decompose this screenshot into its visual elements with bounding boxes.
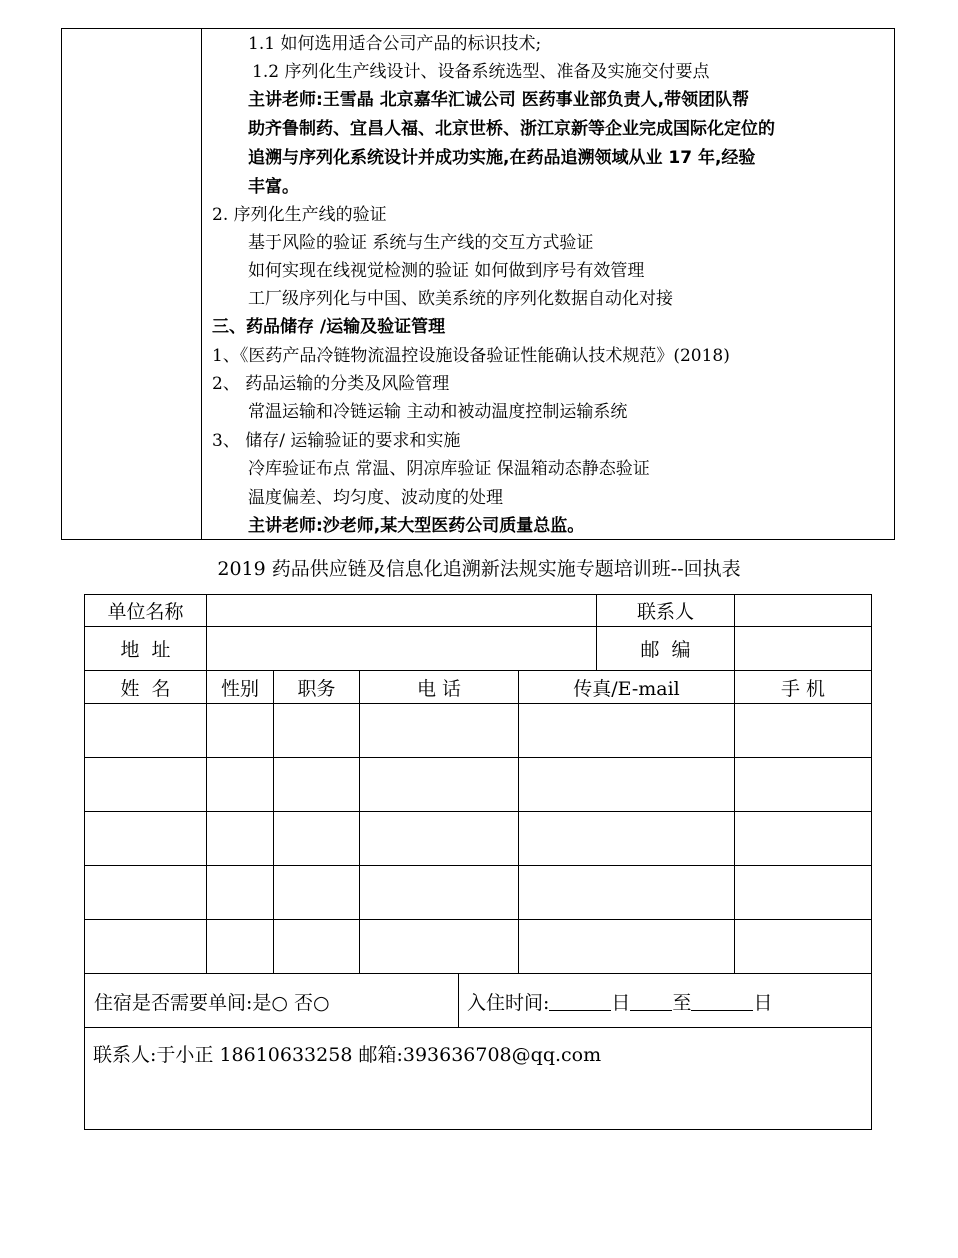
- agenda-line-13: 2、 药品运输的分类及风险管理: [212, 374, 450, 394]
- header-phone: 电 话: [360, 671, 519, 704]
- contact-person-field[interactable]: [735, 595, 872, 627]
- agenda-line-8: 基于风险的验证 系统与生产线的交互方式验证: [248, 233, 594, 253]
- name-cell[interactable]: [85, 866, 207, 920]
- agenda-line-2: 1.2 序列化生产线设计、设备系统选型、准备及实施交付要点: [252, 62, 710, 82]
- phone-cell[interactable]: [360, 812, 519, 866]
- phone-cell[interactable]: [360, 704, 519, 758]
- checkin-day-label: 日: [611, 991, 631, 1014]
- header-position: 职务: [274, 671, 360, 704]
- agenda-line-5: 追溯与序列化系统设计并成功实施,在药品追溯领域从业 17 年,经验: [248, 148, 756, 168]
- registration-form: [84, 594, 872, 1130]
- name-cell[interactable]: [85, 812, 207, 866]
- agenda-table: [61, 28, 895, 540]
- gender-cell[interactable]: [207, 812, 274, 866]
- header-name: 姓 名: [85, 671, 207, 704]
- header-mobile: 手 机: [735, 671, 872, 704]
- position-cell[interactable]: [274, 920, 360, 974]
- table-row: [85, 758, 872, 812]
- fax-email-cell[interactable]: [519, 866, 735, 920]
- agenda-line-7: 2. 序列化生产线的验证: [212, 205, 387, 225]
- position-cell[interactable]: [274, 866, 360, 920]
- mobile-cell[interactable]: [735, 920, 872, 974]
- gender-cell[interactable]: [207, 704, 274, 758]
- address-field[interactable]: [207, 627, 735, 671]
- phone-cell[interactable]: [360, 920, 519, 974]
- agenda-line-12: 1、《医药产品冷链物流温控设施设备验证性能确认技术规范》(2018): [212, 346, 730, 366]
- agenda-line-16: 冷库验证布点 常温、阴凉库验证 保温箱动态静态验证: [248, 459, 650, 479]
- agenda-line-10: 工厂级序列化与中国、欧美系统的序列化数据自动化对接: [248, 289, 673, 309]
- table-row: [85, 704, 872, 758]
- agenda-line-9: 如何实现在线视觉检测的验证 如何做到序号有效管理: [248, 261, 645, 281]
- checkout-day-label: 日: [753, 991, 773, 1014]
- agenda-line-14: 常温运输和冷链运输 主动和被动温度控制运输系统: [248, 402, 628, 422]
- position-cell[interactable]: [274, 812, 360, 866]
- address-label: 地 址: [85, 627, 207, 671]
- fax-email-cell[interactable]: [519, 758, 735, 812]
- table-row: [85, 920, 872, 974]
- unit-name-label: 单位名称: [85, 595, 207, 627]
- agenda-line-6: 丰富。: [248, 177, 299, 197]
- checkin-day-blank[interactable]: [549, 992, 611, 1011]
- agenda-line-15: 3、 储存/ 运输验证的要求和实施: [212, 431, 461, 451]
- lodging-row: [85, 974, 872, 1028]
- checkout-day-blank[interactable]: [691, 992, 753, 1011]
- checkin-to-label: 至: [672, 991, 692, 1014]
- header-gender: 性别: [207, 671, 274, 704]
- fax-email-cell[interactable]: [519, 920, 735, 974]
- unit-name-field[interactable]: [207, 595, 735, 627]
- gender-cell[interactable]: [207, 758, 274, 812]
- fax-email-cell[interactable]: [519, 704, 735, 758]
- name-cell[interactable]: [85, 758, 207, 812]
- footer-contact: [85, 1028, 872, 1130]
- lodging-divider: [458, 973, 459, 1028]
- agenda-line-1: 1.1 如何选用适合公司产品的标识技术;: [248, 34, 542, 54]
- position-cell[interactable]: [274, 704, 360, 758]
- mobile-cell[interactable]: [735, 704, 872, 758]
- postcode-label: 邮 编: [596, 626, 734, 671]
- header-fax-email: 传真/E-mail: [519, 671, 735, 704]
- postcode-field[interactable]: [735, 627, 872, 671]
- mobile-cell[interactable]: [735, 812, 872, 866]
- checkin-between-blank[interactable]: [630, 992, 672, 1011]
- phone-cell[interactable]: [360, 866, 519, 920]
- footer-contact-text: 联系人:于小正 18610633258 邮箱:393636708@qq.com: [93, 1044, 602, 1066]
- mobile-cell[interactable]: [735, 866, 872, 920]
- position-cell[interactable]: [274, 758, 360, 812]
- table-row: [85, 812, 872, 866]
- checkin-label: 入住时间:: [467, 991, 550, 1014]
- mobile-cell[interactable]: [735, 758, 872, 812]
- agenda-line-17: 温度偏差、均匀度、波动度的处理: [248, 488, 503, 508]
- checkin-time: [467, 974, 772, 1028]
- agenda-line-3: 主讲老师:王雪晶 北京嘉华汇诚公司 医药事业部负责人,带领团队帮: [248, 90, 750, 110]
- form-title: 2019 药品供应链及信息化追溯新法规实施专题培训班--回执表: [217, 558, 741, 580]
- agenda-lines: [62, 29, 894, 539]
- gender-cell[interactable]: [207, 920, 274, 974]
- agenda-line-4: 助齐鲁制药、宜昌人福、北京世桥、浙江京新等企业完成国际化定位的: [248, 119, 775, 139]
- contact-person-label: 联系人: [596, 594, 734, 627]
- agenda-section-heading: 三、药品储存 /运输及验证管理: [212, 317, 446, 337]
- fax-email-cell[interactable]: [519, 812, 735, 866]
- table-row: [85, 866, 872, 920]
- name-cell[interactable]: [85, 704, 207, 758]
- agenda-line-18: 主讲老师:沙老师,某大型医药公司质量总监。: [248, 516, 585, 536]
- phone-cell[interactable]: [360, 758, 519, 812]
- lodging-question[interactable]: 住宿是否需要单间:是○ 否○: [94, 991, 330, 1014]
- name-cell[interactable]: [85, 920, 207, 974]
- gender-cell[interactable]: [207, 866, 274, 920]
